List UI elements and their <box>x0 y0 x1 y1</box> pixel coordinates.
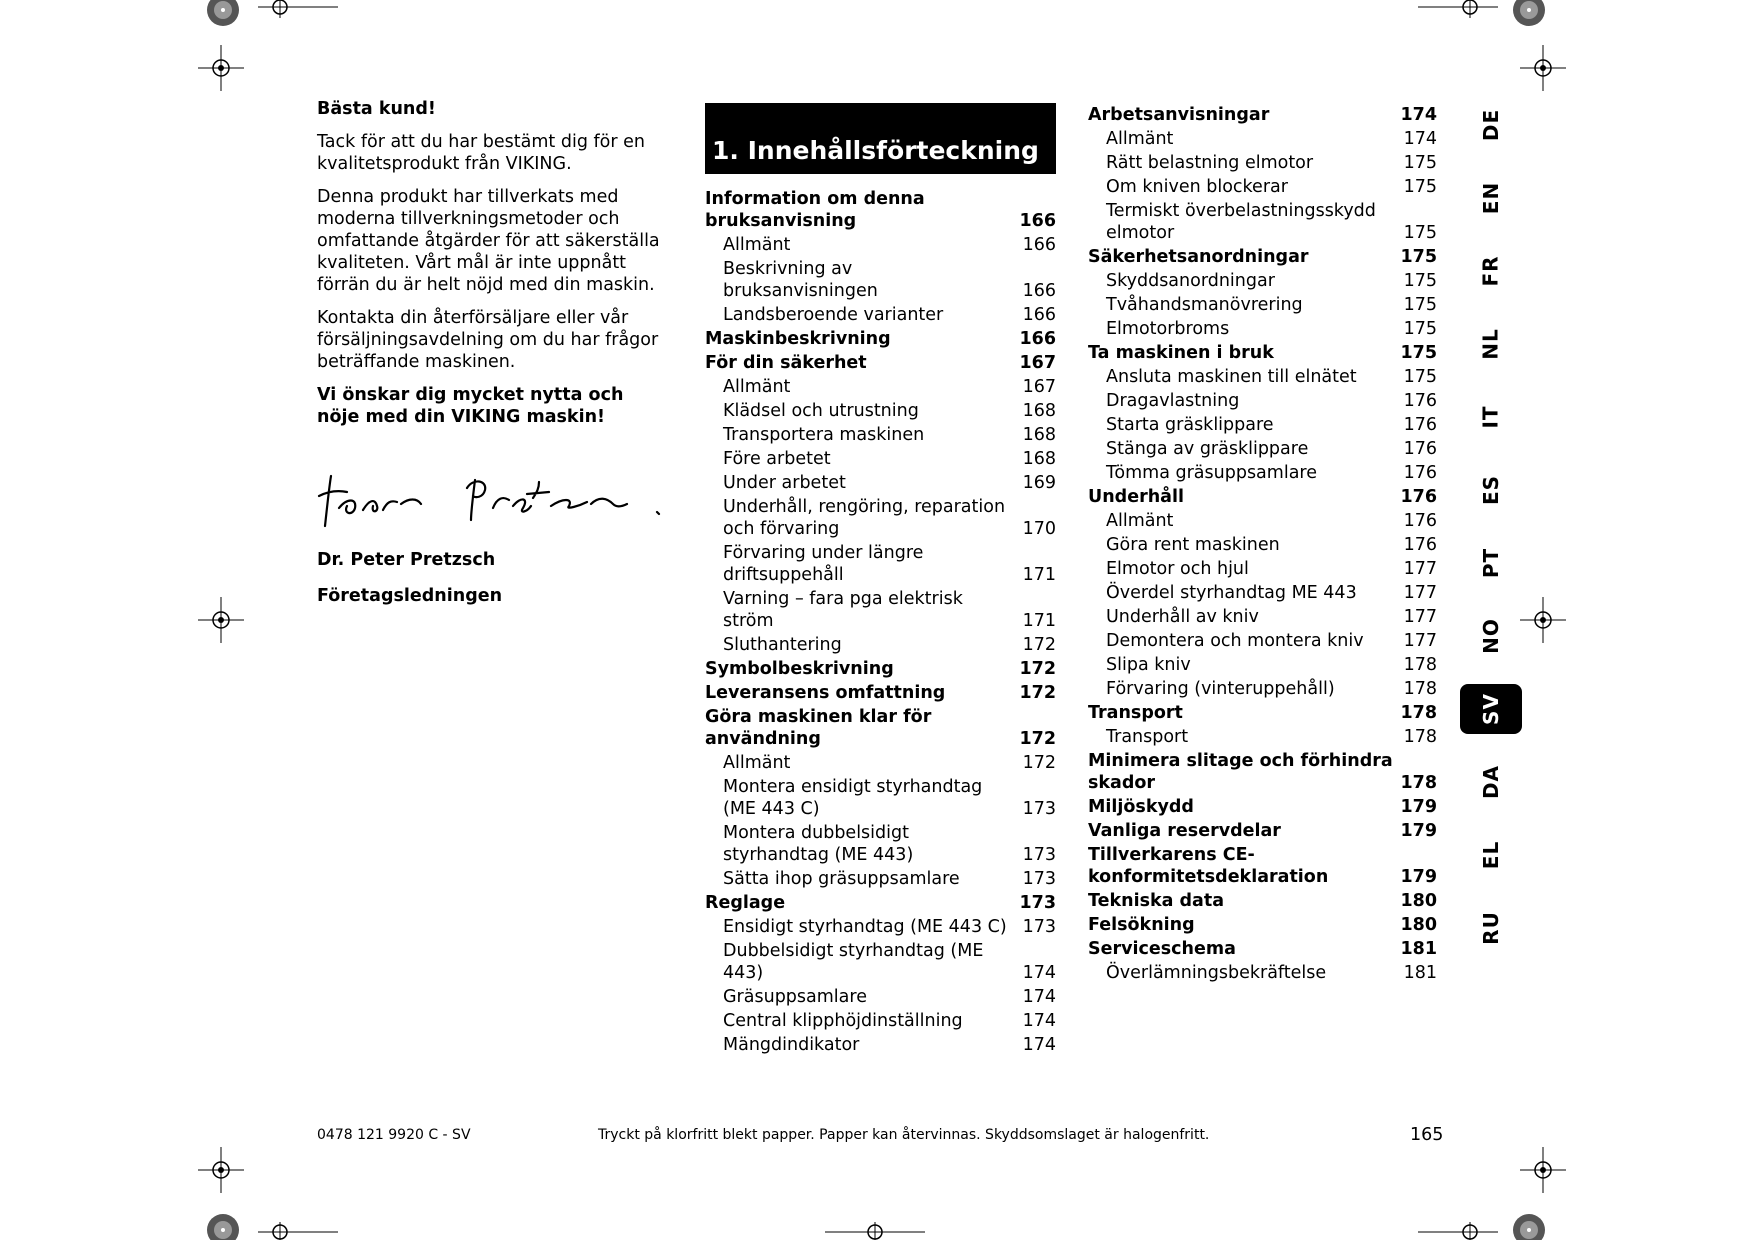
toc-entry-page: 166 <box>1022 235 1056 255</box>
toc-entry-label: Starta gräsklippare <box>1106 415 1274 435</box>
toc-entry-label: Ensidigt styrhandtag (ME 443 C) <box>723 917 1007 937</box>
toc-entry-page: 171 <box>1022 565 1056 585</box>
toc-entry-label: Vanliga reservdelar <box>1088 821 1281 841</box>
toc-entry-page: 176 <box>1403 535 1437 555</box>
toc-entry[interactable] <box>705 258 1056 302</box>
toc-entry[interactable] <box>705 682 1056 704</box>
toc-entry[interactable] <box>705 1034 1056 1056</box>
toc-entry[interactable] <box>705 588 1056 632</box>
toc-entry-page: 173 <box>1022 917 1056 937</box>
toc-entry-label: Dubbelsidigt styrhandtag (ME 443) <box>723 941 984 983</box>
toc-entry-page: 175 <box>1403 177 1437 197</box>
signer-name: Dr. Peter Pretzsch <box>317 550 496 570</box>
toc-entry[interactable] <box>1088 294 1437 316</box>
toc-entry-label: Rätt belastning elmotor <box>1106 153 1314 173</box>
toc-entry-label: Minimera slitage och förhindra skador <box>1088 751 1393 793</box>
language-tab-label: DA <box>1479 764 1503 800</box>
crop-mark-top-right <box>1418 0 1498 18</box>
toc-entry-label: Allmänt <box>1106 511 1174 531</box>
toc-entry[interactable] <box>1088 486 1437 508</box>
toc-entry[interactable] <box>1088 606 1437 628</box>
language-tab-fr[interactable] <box>1460 246 1522 296</box>
language-tab-label: NL <box>1478 328 1503 360</box>
toc-entry[interactable] <box>705 916 1056 938</box>
toc-entry-label: Tillverkarens CE-konformitetsdeklaration <box>1088 845 1329 887</box>
language-tab-label: RU <box>1478 911 1503 945</box>
toc-entry-page: 176 <box>1403 439 1437 459</box>
toc-entry-page: 166 <box>1019 329 1056 349</box>
language-tab-ru[interactable] <box>1460 903 1522 953</box>
toc-entry-page: 178 <box>1403 727 1437 747</box>
toc-entry-page: 179 <box>1400 797 1437 817</box>
toc-entry[interactable] <box>1088 414 1437 436</box>
toc-entry-label: Reglage <box>705 893 786 913</box>
toc-entry-page: 173 <box>1022 845 1056 865</box>
registration-mark-mid-left <box>198 597 244 643</box>
toc-entry-page: 177 <box>1403 607 1437 627</box>
toc-entry-page: 176 <box>1403 415 1437 435</box>
language-tab-label: DE <box>1478 108 1503 142</box>
toc-entry-label: Termiskt överbelastningsskydd elmotor <box>1106 201 1376 243</box>
toc-entry[interactable] <box>1088 938 1437 960</box>
language-tab-label: NO <box>1479 618 1503 654</box>
color-wheel-mark-bottom-left <box>205 1208 241 1240</box>
toc-entry-page: 176 <box>1403 391 1437 411</box>
toc-entry-page: 178 <box>1400 703 1437 723</box>
toc-entry-label: Montera ensidigt styrhandtag (ME 443 C) <box>723 777 983 819</box>
toc-entry-page: 175 <box>1403 223 1437 243</box>
toc-column-2 <box>1088 104 1437 986</box>
toc-entry-page: 180 <box>1400 891 1437 911</box>
color-wheel-mark-top-left <box>205 0 241 28</box>
language-tab-label: EL <box>1479 840 1503 870</box>
toc-entry-label: Slipa kniv <box>1106 655 1191 675</box>
toc-entry-label: Symbolbeskrivning <box>705 659 894 679</box>
toc-entry-label: Göra maskinen klar för användning <box>705 707 932 749</box>
registration-mark-bottom-right <box>1520 1147 1566 1193</box>
toc-entry[interactable] <box>705 706 1056 750</box>
toc-entry[interactable] <box>1088 726 1437 748</box>
toc-entry-page: 175 <box>1403 367 1437 387</box>
toc-entry-page: 172 <box>1019 659 1056 679</box>
toc-entry[interactable] <box>705 188 1056 232</box>
toc-entry-label: Skyddsanordningar <box>1106 271 1275 291</box>
language-tab-es[interactable] <box>1460 465 1522 515</box>
toc-entry[interactable] <box>1088 510 1437 532</box>
letter-paragraph: Tack för att du har bestämt dig för en kvalitetsprodukt från VIKING. <box>317 132 645 174</box>
toc-entry-page: 170 <box>1022 519 1056 539</box>
toc-entry-page: 174 <box>1022 1035 1056 1055</box>
language-tab-pt[interactable] <box>1460 538 1522 588</box>
toc-entry[interactable] <box>1088 152 1437 174</box>
color-wheel-mark-bottom-right <box>1511 1208 1547 1240</box>
toc-entry[interactable] <box>705 496 1056 540</box>
toc-entry[interactable] <box>705 940 1056 984</box>
toc-entry-label: Mängdindikator <box>723 1035 860 1055</box>
toc-entry-page: 177 <box>1403 583 1437 603</box>
language-tab-en[interactable] <box>1460 173 1522 223</box>
toc-entry[interactable] <box>705 658 1056 680</box>
toc-entry[interactable] <box>705 634 1056 656</box>
toc-entry-label: Demontera och montera kniv <box>1106 631 1364 651</box>
language-tab-nl[interactable] <box>1460 319 1522 369</box>
toc-entry-page: 175 <box>1403 295 1437 315</box>
toc-entry[interactable] <box>1088 678 1437 700</box>
color-wheel-mark-top-right <box>1511 0 1547 28</box>
letter-paragraph: Kontakta din återförsäljare eller vår försäljningsavdelning om du har frågor beträffande maskinen. <box>317 308 659 372</box>
toc-entry-label: Överdel styrhandtag ME 443 <box>1106 583 1357 603</box>
toc-entry-label: Information om denna bruksanvisning <box>705 189 925 231</box>
toc-entry-label: Under arbetet <box>723 473 846 493</box>
language-tab-label: IT <box>1479 405 1503 429</box>
crop-mark-bottom-center <box>825 1222 925 1240</box>
toc-entry-page: 180 <box>1400 915 1437 935</box>
toc-entry-label: Tvåhandsmanövrering <box>1106 295 1303 315</box>
toc-entry[interactable] <box>1088 820 1437 842</box>
language-tab-it[interactable] <box>1460 392 1522 442</box>
toc-entry-page: 168 <box>1022 425 1056 445</box>
toc-entry[interactable] <box>1088 128 1437 150</box>
registration-mark-top-left <box>198 45 244 91</box>
toc-entry[interactable] <box>1088 462 1437 484</box>
document-code: 0478 121 9920 C - SV <box>317 1127 471 1143</box>
toc-entry-label: Transport <box>1088 703 1183 723</box>
toc-entry[interactable] <box>1088 630 1437 652</box>
toc-entry-page: 172 <box>1022 635 1056 655</box>
toc-entry[interactable] <box>1088 104 1437 126</box>
toc-entry-label: Säkerhetsanordningar <box>1088 247 1309 267</box>
toc-entry-label: Transportera maskinen <box>723 425 925 445</box>
toc-entry-page: 173 <box>1019 893 1056 913</box>
toc-entry[interactable] <box>1088 246 1437 268</box>
toc-entry-label: Före arbetet <box>723 449 831 469</box>
toc-entry-page: 174 <box>1022 963 1056 983</box>
toc-entry-label: Underhåll, rengöring, reparation och förvaring <box>723 497 1006 539</box>
toc-entry-page: 175 <box>1400 343 1437 363</box>
toc-entry-label: Transport <box>1106 727 1189 747</box>
language-tab-label: ES <box>1478 474 1503 506</box>
crop-mark-bottom-right <box>1418 1222 1498 1240</box>
toc-entry-page: 172 <box>1019 729 1056 749</box>
toc-entry[interactable] <box>1088 176 1437 198</box>
toc-entry-label: Dragavlastning <box>1106 391 1240 411</box>
toc-entry-label: Förvaring (vinteruppehåll) <box>1106 679 1335 699</box>
toc-entry-label: Allmänt <box>723 377 791 397</box>
crop-mark-top-left <box>258 0 338 18</box>
toc-entry-label: Elmotor och hjul <box>1106 559 1249 579</box>
toc-entry-page: 174 <box>1022 1011 1056 1031</box>
toc-entry-page: 179 <box>1400 867 1437 887</box>
toc-entry[interactable] <box>705 776 1056 820</box>
toc-entry[interactable] <box>705 234 1056 256</box>
language-tab-el[interactable] <box>1460 830 1522 880</box>
toc-entry-label: Arbetsanvisningar <box>1088 105 1270 125</box>
toc-entry-page: 177 <box>1403 631 1437 651</box>
toc-entry-page: 181 <box>1403 963 1437 983</box>
toc-entry-label: Serviceschema <box>1088 939 1236 959</box>
toc-entry-page: 169 <box>1022 473 1056 493</box>
toc-entry-label: Central klipphöjdinställning <box>723 1011 963 1031</box>
toc-heading: 1. Innehållsförteckning <box>705 103 1056 174</box>
toc-entry-page: 181 <box>1400 939 1437 959</box>
toc-entry-page: 166 <box>1019 211 1056 231</box>
toc-entry-page: 174 <box>1400 105 1437 125</box>
toc-entry[interactable] <box>1088 750 1437 794</box>
letter-closing: Vi önskar dig mycket nytta och nöje med din VIKING maskin! <box>317 385 624 427</box>
toc-entry[interactable] <box>705 376 1056 398</box>
toc-entry-page: 175 <box>1403 153 1437 173</box>
toc-entry-page: 176 <box>1400 487 1437 507</box>
toc-entry-label: Överlämningsbekräftelse <box>1106 963 1327 983</box>
toc-entry-label: Miljöskydd <box>1088 797 1194 817</box>
toc-entry-page: 178 <box>1403 679 1437 699</box>
language-tab-de[interactable] <box>1460 100 1522 150</box>
toc-entry-page: 172 <box>1022 753 1056 773</box>
registration-mark-mid-right <box>1520 597 1566 643</box>
toc-entry-label: Allmänt <box>723 753 791 773</box>
toc-entry[interactable] <box>1088 270 1437 292</box>
toc-entry-label: Klädsel och utrustning <box>723 401 919 421</box>
toc-entry-page: 168 <box>1022 449 1056 469</box>
toc-entry[interactable] <box>705 304 1056 326</box>
toc-entry-page: 167 <box>1019 353 1056 373</box>
toc-entry[interactable] <box>705 1010 1056 1032</box>
toc-entry[interactable] <box>1088 200 1437 244</box>
toc-entry[interactable] <box>1088 582 1437 604</box>
toc-entry[interactable] <box>1088 914 1437 936</box>
toc-entry-page: 176 <box>1403 463 1437 483</box>
toc-entry-label: Allmänt <box>1106 129 1174 149</box>
toc-entry-label: Tömma gräsuppsamlare <box>1106 463 1317 483</box>
toc-entry[interactable] <box>1088 390 1437 412</box>
toc-entry-label: Ta maskinen i bruk <box>1088 343 1274 363</box>
toc-entry-label: Felsökning <box>1088 915 1195 935</box>
toc-entry-label: Gräsuppsamlare <box>723 987 867 1007</box>
toc-entry-page: 179 <box>1400 821 1437 841</box>
toc-entry-label: Maskinbeskrivning <box>705 329 891 349</box>
toc-entry-label: Elmotorbroms <box>1106 319 1230 339</box>
toc-entry[interactable] <box>705 986 1056 1008</box>
letter-paragraph: Denna produkt har tillverkats med moderna tillverkningsmetoder och omfattande åtgärder för att säkerställa kvaliteten. Vårt mål är inte uppnått förrän du är helt nöjd med din maskin. <box>317 187 660 295</box>
toc-entry[interactable] <box>1088 890 1437 912</box>
toc-entry-page: 168 <box>1022 401 1056 421</box>
toc-entry[interactable] <box>705 448 1056 470</box>
toc-entry-page: 167 <box>1022 377 1056 397</box>
toc-entry[interactable] <box>705 352 1056 374</box>
toc-entry-page: 173 <box>1022 869 1056 889</box>
toc-entry-page: 174 <box>1403 129 1437 149</box>
toc-entry-page: 173 <box>1022 799 1056 819</box>
toc-entry[interactable] <box>705 752 1056 774</box>
toc-entry[interactable] <box>1088 654 1437 676</box>
toc-entry[interactable] <box>1088 342 1437 364</box>
toc-entry[interactable] <box>705 868 1056 890</box>
language-tab-da[interactable] <box>1460 757 1522 807</box>
toc-entry[interactable] <box>1088 702 1437 724</box>
toc-entry[interactable] <box>1088 796 1437 818</box>
language-tab-label: FR <box>1479 255 1503 287</box>
letter-greeting: Bästa kund! <box>317 99 436 119</box>
toc-column-1 <box>705 188 1056 1058</box>
toc-entry-label: Sluthantering <box>723 635 842 655</box>
toc-entry-label: Ansluta maskinen till elnätet <box>1106 367 1357 387</box>
toc-entry-label: Stänga av gräsklippare <box>1106 439 1309 459</box>
toc-entry-page: 174 <box>1022 987 1056 1007</box>
toc-entry-label: Montera dubbelsidigt styrhandtag (ME 443) <box>723 823 914 865</box>
toc-entry-label: Allmänt <box>723 235 791 255</box>
language-tab-no[interactable] <box>1460 611 1522 661</box>
language-tab-label: PT <box>1479 547 1503 579</box>
toc-entry[interactable] <box>1088 534 1437 556</box>
toc-entry-label: Förvaring under längre driftsuppehåll <box>723 543 924 585</box>
toc-entry-page: 175 <box>1403 319 1437 339</box>
toc-entry-label: Tekniska data <box>1088 891 1225 911</box>
toc-entry[interactable] <box>705 542 1056 586</box>
registration-mark-top-right <box>1520 45 1566 91</box>
toc-entry-page: 178 <box>1400 773 1437 793</box>
toc-entry[interactable] <box>705 424 1056 446</box>
toc-entry-page: 166 <box>1022 281 1056 301</box>
language-tab-sv[interactable] <box>1460 684 1522 734</box>
toc-entry-label: Göra rent maskinen <box>1106 535 1280 555</box>
toc-entry-page: 172 <box>1019 683 1056 703</box>
toc-entry-label: För din säkerhet <box>705 353 867 373</box>
toc-entry-page: 177 <box>1403 559 1437 579</box>
page-number: 165 <box>1410 1125 1444 1145</box>
toc-entry[interactable] <box>1088 438 1437 460</box>
toc-entry-page: 175 <box>1400 247 1437 267</box>
toc-entry-label: Sätta ihop gräsuppsamlare <box>723 869 960 889</box>
toc-entry[interactable] <box>1088 844 1437 888</box>
toc-entry[interactable] <box>1088 318 1437 340</box>
language-tab-label: EN <box>1479 181 1503 215</box>
toc-entry-page: 171 <box>1022 611 1056 631</box>
language-tabs <box>1460 100 1522 945</box>
toc-entry-page: 176 <box>1403 511 1437 531</box>
handwritten-signature <box>317 468 672 538</box>
toc-entry[interactable] <box>1088 962 1437 984</box>
toc-entry[interactable] <box>705 822 1056 866</box>
registration-mark-bottom-left <box>198 1147 244 1193</box>
toc-entry[interactable] <box>705 892 1056 914</box>
toc-entry[interactable] <box>705 328 1056 350</box>
toc-entry-label: Landsberoende varianter <box>723 305 944 325</box>
toc-entry[interactable] <box>1088 558 1437 580</box>
toc-entry[interactable] <box>1088 366 1437 388</box>
toc-entry-page: 178 <box>1403 655 1437 675</box>
signer-role: Företagsledningen <box>317 586 503 606</box>
welcome-letter <box>317 98 662 439</box>
toc-entry-label: Underhåll <box>1088 487 1184 507</box>
toc-entry-label: Varning – fara pga elektrisk ström <box>723 589 963 631</box>
toc-entry-label: Underhåll av kniv <box>1106 607 1259 627</box>
toc-entry[interactable] <box>705 472 1056 494</box>
toc-entry-label: Beskrivning av bruksanvisningen <box>723 259 878 301</box>
toc-entry-label: Leveransens omfattning <box>705 683 946 703</box>
paper-note: Tryckt på klorfritt blekt papper. Papper kan återvinnas. Skyddsomslaget är halogenfritt. <box>598 1127 1210 1143</box>
toc-entry-page: 166 <box>1022 305 1056 325</box>
toc-entry-label: Om kniven blockerar <box>1106 177 1288 197</box>
crop-mark-bottom-left <box>258 1222 338 1240</box>
toc-entry[interactable] <box>705 400 1056 422</box>
toc-entry-page: 175 <box>1403 271 1437 291</box>
language-tab-label: SV <box>1478 693 1503 725</box>
